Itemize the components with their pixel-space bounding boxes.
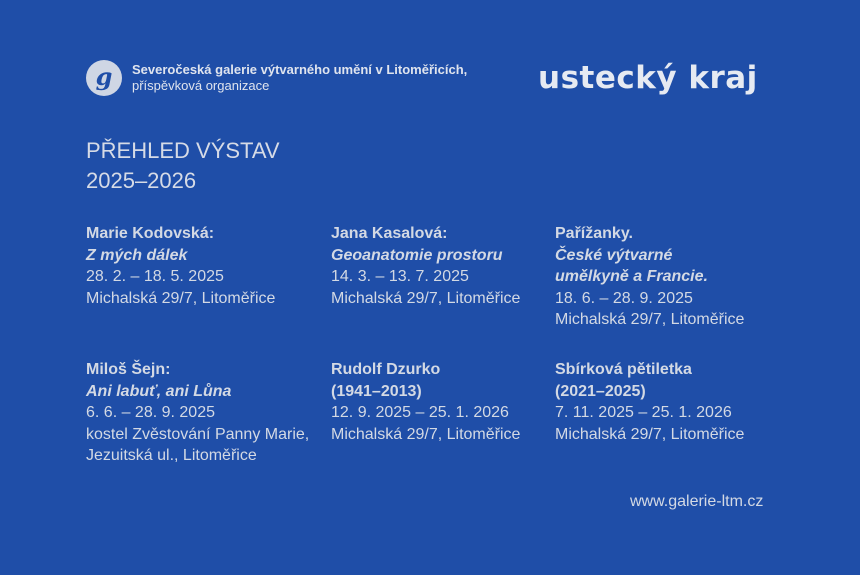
exhibition-place: Michalská 29/7, Litoměřice: [331, 425, 521, 443]
website-link[interactable]: www.galerie-ltm.cz: [630, 493, 764, 510]
exhibition-title-line1: Sbírková pětiletka: [555, 361, 692, 378]
exhibition-title: Miloš Šejn:: [86, 361, 171, 378]
organization-name: [132, 62, 467, 94]
exhibition-dates: 18. 6. – 28. 9. 2025: [555, 289, 693, 307]
exhibition-place: Michalská 29/7, Litoměřice: [86, 289, 276, 307]
exhibition-dates: 28. 2. – 18. 5. 2025: [86, 268, 224, 285]
org-name-line2: příspěvková organizace: [132, 78, 270, 93]
exhibition-sbirkova-petiletka: [555, 359, 744, 445]
exhibition-place-line2: Jezuitská ul., Litoměřice: [86, 447, 257, 464]
exhibition-subtitle-line1: České výtvarné: [555, 246, 673, 264]
exhibition-subtitle-line2: umělkyně a Francie.: [555, 268, 708, 285]
exhibition-place-line1: kostel Zvěstování Panny Marie,: [86, 425, 310, 443]
exhibition-parizanky: [555, 223, 744, 331]
ustecky-kraj-logo: ustecký kraj: [538, 60, 758, 96]
exhibition-title-line1: Rudolf Dzurko: [331, 361, 441, 378]
exhibition-dates: 6. 6. – 28. 9. 2025: [86, 404, 215, 421]
exhibition-dates: 14. 3. – 13. 7. 2025: [331, 268, 469, 285]
gallery-logo-icon: g: [86, 60, 122, 96]
exhibition-subtitle: Z mých dálek: [86, 246, 188, 264]
exhibition-sejn: [86, 359, 309, 467]
exhibition-kodovska: [86, 223, 275, 309]
overview-title: PŘEHLED VÝSTAV: [86, 138, 280, 163]
exhibition-place: Michalská 29/7, Litoměřice: [555, 425, 745, 443]
overview-years: 2025–2026: [86, 168, 197, 193]
org-name-line1: Severočeská galerie výtvarného umění v Litoměřicích,: [132, 62, 468, 77]
gallery-header: [86, 60, 467, 96]
overview-heading: [86, 136, 280, 196]
exhibition-subtitle: Ani labuť, ani Lůna: [86, 382, 232, 400]
exhibition-title: Marie Kodovská:: [86, 225, 215, 242]
exhibition-kasalova: [331, 223, 520, 309]
exhibition-place: Michalská 29/7, Litoměřice: [331, 289, 521, 307]
exhibition-title: Jana Kasalová:: [331, 225, 448, 242]
exhibition-title: Pařížanky.: [555, 225, 633, 242]
exhibition-dzurko: [331, 359, 520, 445]
exhibition-title-line2: (1941–2013): [331, 382, 422, 400]
exhibition-dates: 12. 9. 2025 – 25. 1. 2026: [331, 404, 509, 421]
exhibition-subtitle: Geoanatomie prostoru: [331, 246, 503, 264]
exhibition-dates: 7. 11. 2025 – 25. 1. 2026: [555, 404, 732, 421]
exhibition-place: Michalská 29/7, Litoměřice: [555, 311, 745, 328]
exhibition-title-line2: (2021–2025): [555, 382, 646, 400]
